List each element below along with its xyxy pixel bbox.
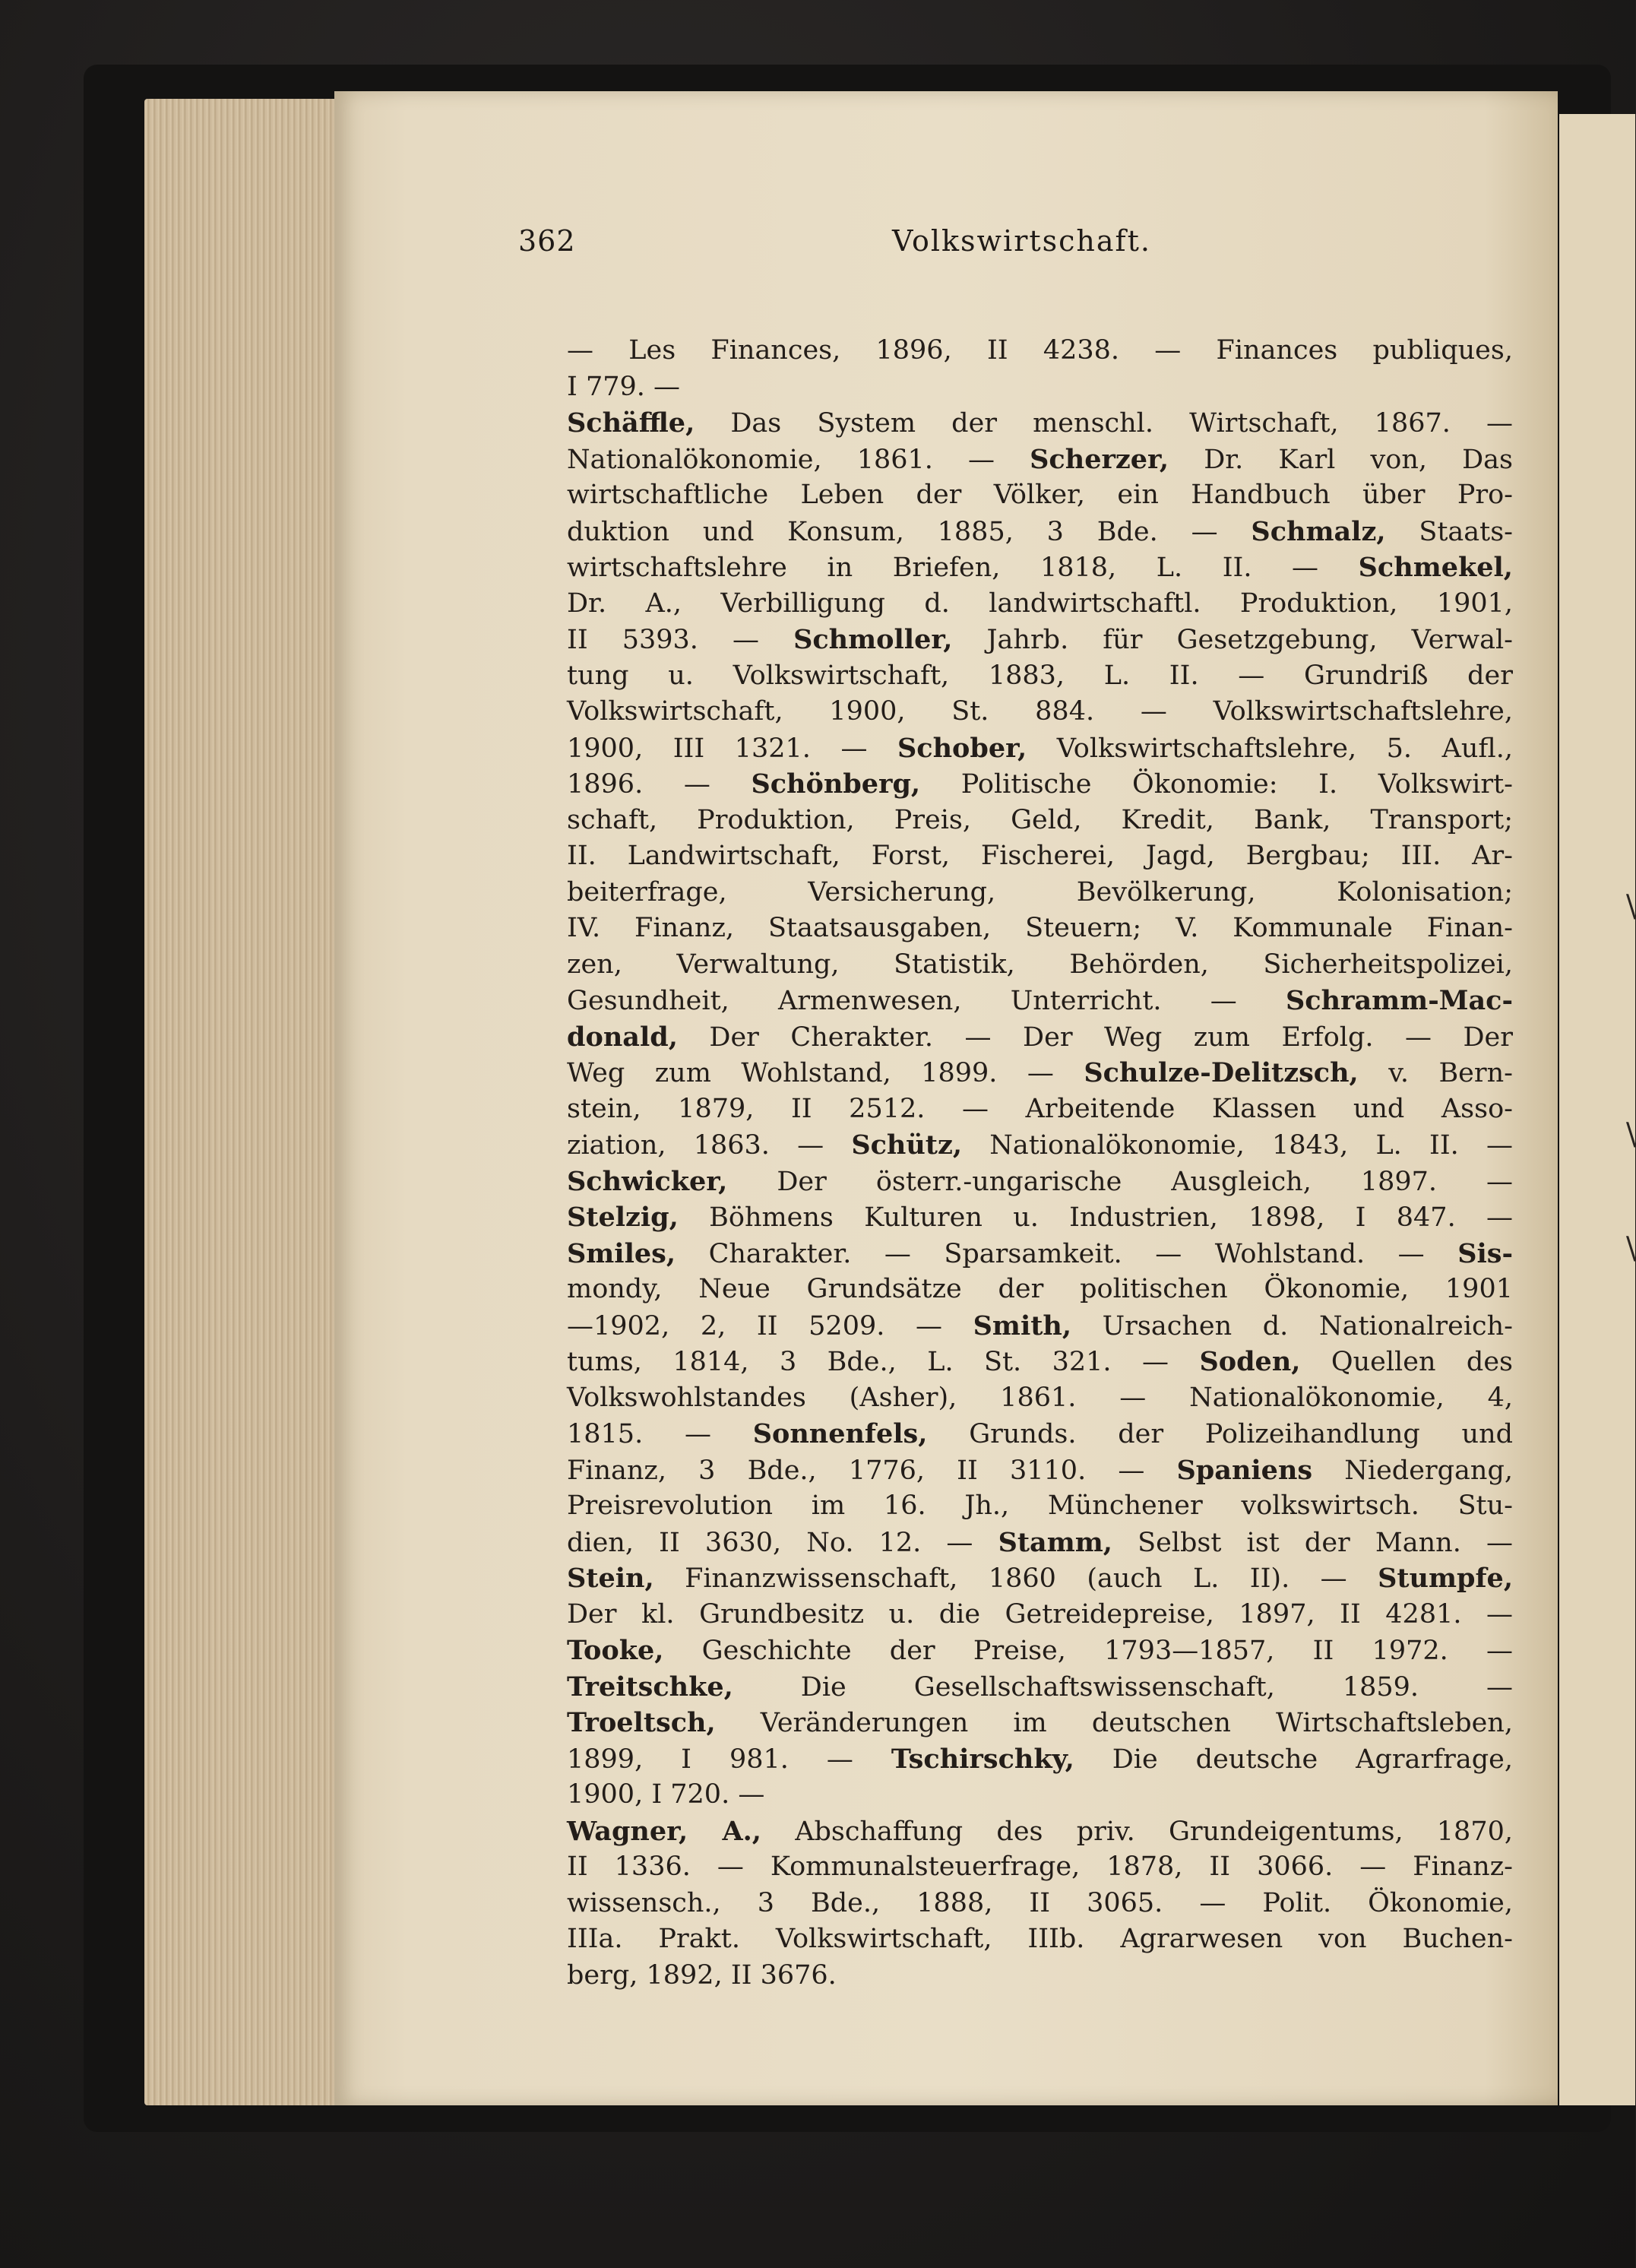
page-number: 362 (518, 224, 576, 258)
text-line: Schäffle, Das System der menschl. Wirtschaft, 1867. — (567, 407, 1513, 439)
text-line: wirtschaftliche Leben der Völker, ein Handbuch über Pro- (567, 480, 1513, 510)
text-line: —1902, 2, II 5209. — Smith, Ursachen d. Nationalreich- (567, 1310, 1513, 1341)
text-line: duktion und Konsum, 1885, 3 Bde. — Schmalz, Staats- (567, 515, 1513, 547)
text-line: dien, II 3630, No. 12. — Stamm, Selbst ist der Mann. — (567, 1526, 1513, 1558)
author-name: Troeltsch, (567, 1707, 716, 1738)
author-name: Schulze-Delitzsch, (1084, 1057, 1359, 1088)
author-name: Stelzig, (567, 1202, 679, 1233)
text-line: Troeltsch, Veränderungen im deutschen Wirtschaftsleben, (567, 1707, 1513, 1738)
text-line: 1815. — Sonnenfels, Grunds. der Polizeihandlung und (567, 1418, 1514, 1449)
text-line: Schwicker, Der österr.-ungarische Ausgleich, 1897. — (567, 1165, 1513, 1197)
text-line: Finanz, 3 Bde., 1776, II 3110. — Spaniens Niedergang, (567, 1454, 1513, 1486)
text-line: Gesundheit, Armenwesen, Unterricht. — Schramm-Mac- (567, 985, 1513, 1016)
text-line: IIIa. Prakt. Volkswirtschaft, IIIb. Agrarwesen von Buchen- (567, 1924, 1513, 1954)
author-name: Spaniens (1176, 1454, 1313, 1486)
author-name: Treitschke, (567, 1671, 733, 1703)
text-line: 1896. — Schönberg, Politische Ökonomie: I. Volkswirt- (567, 768, 1513, 800)
author-name: Schmekel, (1358, 552, 1513, 583)
text-line: Stein, Finanzwissenschaft, 1860 (auch L. II). — Stumpfe, (567, 1563, 1513, 1594)
text-line: berg, 1892, II 3676. (567, 1959, 837, 1991)
author-name: Tooke, (567, 1635, 664, 1666)
text-line: Dr. A., Verbilligung d. landwirtschaftl. Produktion, 1901, (567, 588, 1513, 619)
author-name: Stamm, (998, 1526, 1112, 1558)
text-line: tung u. Volkswirtschaft, 1883, L. II. — Grundriß der (567, 660, 1513, 691)
text-line: 1900, I 720. — (567, 1779, 765, 1810)
text-line: IV. Finanz, Staatsausgaben, Steuern; V. Kommunale Finan- (567, 913, 1513, 943)
text-line: II 1336. — Kommunalsteuerfrage, 1878, II 3066. — Finanz- (567, 1851, 1513, 1882)
author-name: Stein, (567, 1563, 654, 1594)
text-line: Stelzig, Böhmens Kulturen u. Industrien, 1898, I 847. — (567, 1202, 1513, 1233)
text-line: wissensch., 3 Bde., 1888, II 3065. — Polit. Ökonomie, (567, 1887, 1513, 1918)
author-name: Stumpfe, (1378, 1563, 1513, 1594)
author-name: Schäffle, (567, 407, 695, 439)
text-line: beiterfrage, Versicherung, Bevölkerung, Kolonisation; (567, 876, 1513, 908)
author-name: Schramm-Mac- (1285, 985, 1513, 1016)
author-name: donald, (567, 1021, 678, 1053)
bibliography-text (567, 333, 1513, 1994)
text-line: Tooke, Geschichte der Preise, 1793—1857, II 1972. — (567, 1635, 1513, 1666)
text-line: I 779. — (567, 371, 681, 402)
author-name: Schmalz, (1251, 515, 1386, 547)
text-line: wirtschaftslehre in Briefen, 1818, L. II. — Schmekel, (567, 552, 1513, 583)
text-line: Wagner, A., Abschaffung des priv. Grundeigentums, 1870, (567, 1815, 1513, 1847)
text-line: II 5393. — Schmoller, Jahrb. für Gesetzgebung, Verwal- (567, 624, 1513, 655)
text-line: stein, 1879, II 2512. — Arbeitende Klassen und Asso- (567, 1093, 1513, 1124)
text-line: zen, Verwaltung, Statistik, Behörden, Sicherheitspolizei, (567, 949, 1513, 980)
text-line: 1900, III 1321. — Schober, Volkswirtschaftslehre, 5. Aufl., (567, 732, 1513, 764)
text-line: Nationalökonomie, 1861. — Scherzer, Dr. Karl von, Das (567, 443, 1513, 475)
facing-page-glyph: \ (1626, 1117, 1636, 1152)
text-line: Treitschke, Die Gesellschaftswissenschaft, 1859. — (567, 1671, 1513, 1703)
author-name: Schütz, (851, 1129, 963, 1161)
text-line: tums, 1814, 3 Bde., L. St. 321. — Soden, Quellen des (567, 1346, 1514, 1377)
text-line: Volkswohlstandes (Asher), 1861. — Nationalökonomie, 4, (567, 1382, 1513, 1413)
text-line: mondy, Neue Grundsätze der politischen Ökonomie, 1901 (567, 1274, 1513, 1304)
text-line: schaft, Produktion, Preis, Geld, Kredit, Bank, Transport; (567, 804, 1513, 835)
author-name: Scherzer, (1030, 443, 1169, 475)
author-name: Smith, (973, 1310, 1072, 1341)
author-name: Schober, (897, 732, 1027, 764)
text-line: donald, Der Cherakter. — Der Weg zum Erfolg. — Der (567, 1021, 1513, 1053)
author-name: Schwicker, (567, 1165, 728, 1197)
page-edges (144, 99, 342, 2105)
text-line: Der kl. Grundbesitz u. die Getreidepreise, 1897, II 4281. — (567, 1598, 1513, 1630)
text-line: 1899, I 981. — Tschirschky, Die deutsche Agrarfrage, (567, 1743, 1513, 1775)
text-line: Smiles, Charakter. — Sparsamkeit. — Wohlstand. — Sis- (567, 1237, 1513, 1269)
facing-page-glyph: \ (1626, 889, 1636, 924)
author-name: Sis- (1457, 1237, 1513, 1269)
author-name: Wagner, A., (567, 1815, 761, 1847)
author-name: Sonnenfels, (752, 1418, 928, 1449)
text-line: Weg zum Wohlstand, 1899. — Schulze-Delitzsch, v. Bern- (567, 1057, 1513, 1088)
author-name: Schmoller, (793, 624, 953, 655)
author-name: Schönberg, (751, 768, 921, 800)
text-line: Preisrevolution im 16. Jh., Münchener volkswirtsch. Stu- (567, 1490, 1513, 1521)
text-line: ziation, 1863. — Schütz, Nationalökonomie, 1843, L. II. — (567, 1129, 1513, 1161)
text-line: Volkswirtschaft, 1900, St. 884. — Volkswirtschaftslehre, (567, 696, 1513, 727)
text-line: II. Landwirtschaft, Forst, Fischerei, Jagd, Bergbau; III. Ar- (567, 841, 1513, 871)
text-line: — Les Finances, 1896, II 4238. — Finances publiques, (567, 335, 1513, 366)
page-header (518, 224, 1506, 270)
facing-page-edge (1559, 114, 1635, 2105)
author-name: Smiles, (567, 1237, 676, 1269)
author-name: Soden, (1199, 1346, 1301, 1377)
running-title: Volkswirtschaft. (892, 224, 1151, 258)
facing-page-glyph: \ (1626, 1231, 1636, 1266)
author-name: Tschirschky, (891, 1743, 1074, 1775)
